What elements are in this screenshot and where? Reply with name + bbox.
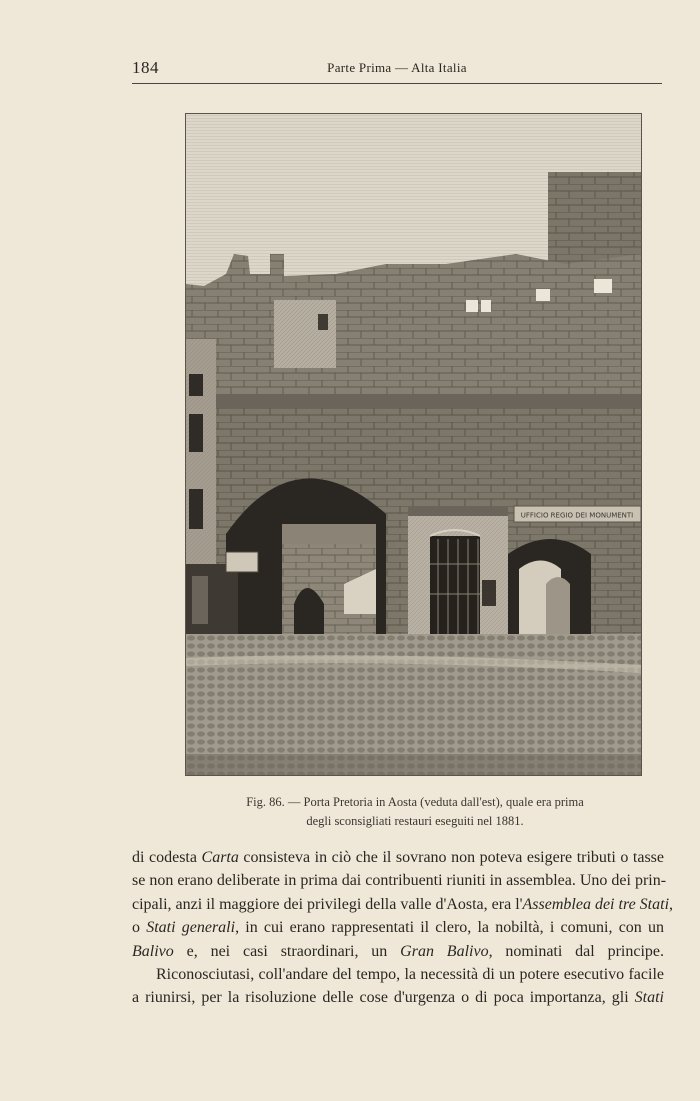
italic-run: Carta bbox=[201, 849, 239, 866]
italic-run: Stati bbox=[634, 989, 664, 1007]
text-line bbox=[132, 869, 667, 892]
text-run: , in cui erano rappresentati il clero, la nobiltà, i comuni, con un bbox=[235, 919, 664, 937]
text-run: , nominati dal principe. bbox=[488, 942, 664, 960]
text-run: o bbox=[132, 919, 147, 937]
text-line bbox=[132, 986, 664, 1009]
engraved-sign-text: UFFICIO REGIO DEI MONUMENTI bbox=[520, 511, 634, 520]
caption-line: Fig. 86. — Porta Pretoria in Aosta (veduta dall'est), quale era prima bbox=[246, 795, 584, 809]
italic-run: Balivo bbox=[132, 942, 174, 960]
page-number: 184 bbox=[132, 58, 159, 77]
text-run: , bbox=[669, 895, 674, 913]
running-title: Parte Prima — Alta Italia bbox=[327, 60, 467, 75]
italic-run: Stati generali bbox=[146, 919, 236, 937]
italic-run: Assemblea dei tre Stati bbox=[522, 895, 670, 913]
porta-pretoria-illustration bbox=[186, 114, 641, 775]
caption-line: degli sconsigliati restauri eseguiti nel 1881. bbox=[306, 814, 524, 828]
figure-engraving bbox=[185, 113, 642, 776]
running-head bbox=[132, 58, 662, 78]
figure-caption bbox=[175, 793, 655, 831]
text-run: Riconosciutasi, coll'andare del tempo, la necessità di un potere esecutivo facile bbox=[156, 966, 664, 984]
text-run: consisteva in ciò che il sovrano non poteva esigere tributi o tasse bbox=[238, 849, 665, 866]
text-line bbox=[132, 940, 664, 963]
body-paragraphs bbox=[132, 846, 674, 1010]
text-line bbox=[132, 893, 674, 916]
text-run: cipali, anzi il maggiore dei privilegi della valle d'Aosta, era l' bbox=[132, 895, 523, 913]
text-run: di codesta bbox=[132, 849, 202, 866]
text-run: e, nei casi straordinari, un bbox=[173, 942, 401, 960]
text-line bbox=[132, 846, 664, 869]
header-rule bbox=[132, 83, 662, 84]
text-run: a riunirsi, per la risoluzione delle cose d'urgenza o di poca importanza, gli bbox=[132, 989, 635, 1007]
italic-run: Gran Balivo bbox=[400, 942, 489, 960]
text-run: se non erano deliberate in prima dai contribuenti riuniti in assemblea. Uno dei prin- bbox=[132, 872, 667, 890]
text-line bbox=[132, 916, 664, 939]
text-line bbox=[132, 963, 664, 986]
